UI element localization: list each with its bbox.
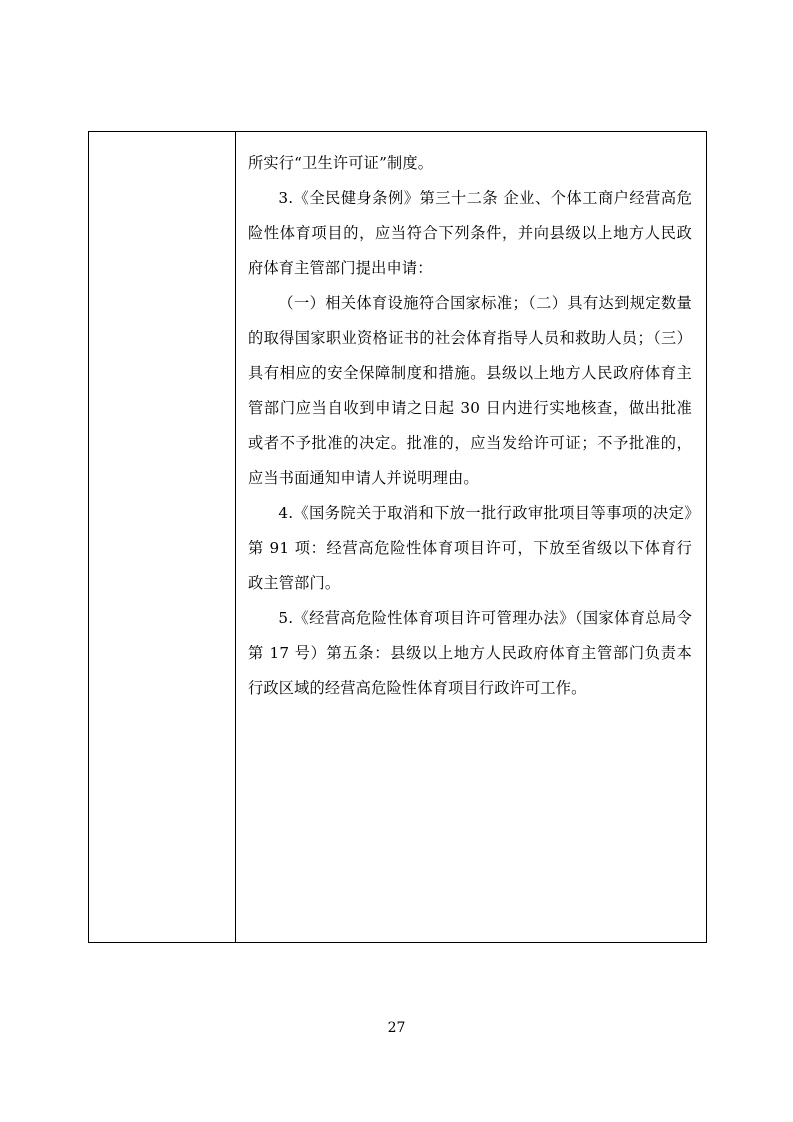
paragraph-1: 所实行“卫生许可证”制度。 bbox=[248, 154, 434, 172]
table-cell-body bbox=[236, 132, 707, 943]
paragraph-2: 3.《全民健身条例》第三十二条 企业、个体工商户经营高危险性体育项目的，应当符合下列条件，并向县级以上地方人民政府体育主管部门提出申请： bbox=[248, 189, 692, 277]
page-number: 27 bbox=[387, 1020, 406, 1036]
paragraph-3: （一）相关体育设施符合国家标准；（二）具有达到规定数量的取得国家职业资格证书的社会体育指导人员和救助人员；（三）具有相应的安全保障制度和措施。县级以上地方人民政府体育主管部门应当自收到申请之日起 30 日内进行实地核查，做出批准或者不予批准的决定。批准的，应当发给许可证；不予批准的，应当书面通知申请人并说明理由。 bbox=[248, 294, 692, 487]
paragraph-5: 5.《经营高危险性体育项目许可管理办法》（国家体育总局令 第 17 号）第五条：县级以上地方人民政府体育主管部门负责本行政区域的经营高危险性体育项目行政许可工作。 bbox=[248, 609, 692, 697]
paragraph-4: 4.《国务院关于取消和下放一批行政审批项目等事项的决定》第 91 项：经营高危险性体育项目许可，下放至省级以下体育行政主管部门。 bbox=[248, 504, 692, 592]
label-cell-text bbox=[89, 132, 235, 942]
body-cell-content bbox=[236, 132, 706, 942]
content-table bbox=[88, 131, 707, 943]
table-cell-label bbox=[89, 132, 236, 943]
table-row bbox=[89, 132, 707, 943]
